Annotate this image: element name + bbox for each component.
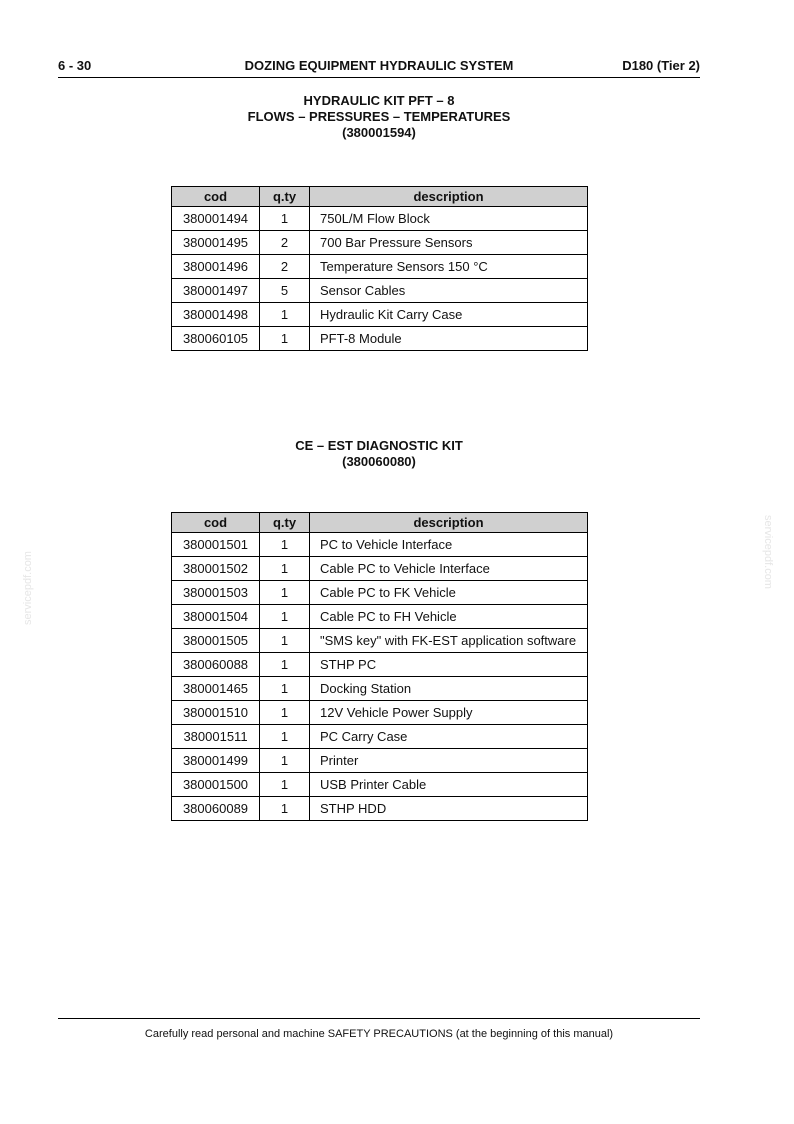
table-row bbox=[172, 327, 588, 351]
kit1-table bbox=[171, 186, 588, 351]
cod-cell: 380001498 bbox=[172, 303, 260, 327]
table-row bbox=[172, 749, 588, 773]
qty-cell: 1 bbox=[260, 581, 310, 605]
section-title: DOZING EQUIPMENT HYDRAULIC SYSTEM bbox=[244, 58, 514, 73]
description-cell: 750L/M Flow Block bbox=[310, 207, 588, 231]
qty-cell: 1 bbox=[260, 327, 310, 351]
description-cell: STHP HDD bbox=[310, 797, 588, 821]
kit2-title-line: (380060080) bbox=[342, 454, 416, 469]
description-cell: "SMS key" with FK-EST application software bbox=[310, 629, 588, 653]
description-cell: Temperature Sensors 150 °C bbox=[310, 255, 588, 279]
cod-cell: 380001496 bbox=[172, 255, 260, 279]
column-header-cod: cod bbox=[172, 187, 260, 207]
column-header-qty: q.ty bbox=[260, 513, 310, 533]
column-header-description: description bbox=[310, 513, 588, 533]
qty-cell: 1 bbox=[260, 797, 310, 821]
description-cell: PC Carry Case bbox=[310, 725, 588, 749]
page-header bbox=[58, 58, 700, 76]
cod-cell: 380060105 bbox=[172, 327, 260, 351]
footer-rule bbox=[58, 1018, 700, 1019]
cod-cell: 380001510 bbox=[172, 701, 260, 725]
watermark-left: servicepdf.com bbox=[22, 551, 34, 625]
description-cell: USB Printer Cable bbox=[310, 773, 588, 797]
cod-cell: 380001505 bbox=[172, 629, 260, 653]
qty-cell: 1 bbox=[260, 605, 310, 629]
table-row bbox=[172, 255, 588, 279]
table-row bbox=[172, 605, 588, 629]
description-cell: Cable PC to FH Vehicle bbox=[310, 605, 588, 629]
description-cell: Sensor Cables bbox=[310, 279, 588, 303]
kit1-title-line: FLOWS – PRESSURES – TEMPERATURES bbox=[247, 109, 511, 124]
table-row bbox=[172, 629, 588, 653]
table-row bbox=[172, 773, 588, 797]
footer-text: Carefully read personal and machine SAFETY PRECAUTIONS (at the beginning of this manual) bbox=[144, 1028, 614, 1040]
description-cell: PC to Vehicle Interface bbox=[310, 533, 588, 557]
model-label: D180 (Tier 2) bbox=[622, 58, 700, 73]
description-cell: 700 Bar Pressure Sensors bbox=[310, 231, 588, 255]
description-cell: Printer bbox=[310, 749, 588, 773]
kit1-title bbox=[58, 93, 700, 141]
description-cell: Docking Station bbox=[310, 677, 588, 701]
cod-cell: 380001495 bbox=[172, 231, 260, 255]
description-cell: Hydraulic Kit Carry Case bbox=[310, 303, 588, 327]
table-row bbox=[172, 207, 588, 231]
qty-cell: 1 bbox=[260, 677, 310, 701]
description-cell: PFT-8 Module bbox=[310, 327, 588, 351]
qty-cell: 1 bbox=[260, 303, 310, 327]
qty-cell: 1 bbox=[260, 207, 310, 231]
column-header-qty: q.ty bbox=[260, 187, 310, 207]
description-cell: Cable PC to Vehicle Interface bbox=[310, 557, 588, 581]
cod-cell: 380001499 bbox=[172, 749, 260, 773]
kit1-title-line: (380001594) bbox=[342, 125, 416, 140]
qty-cell: 1 bbox=[260, 701, 310, 725]
table-row bbox=[172, 797, 588, 821]
column-header-cod: cod bbox=[172, 513, 260, 533]
cod-cell: 380001465 bbox=[172, 677, 260, 701]
qty-cell: 1 bbox=[260, 629, 310, 653]
header-rule bbox=[58, 77, 700, 78]
table-header-row bbox=[172, 513, 588, 533]
table-row bbox=[172, 653, 588, 677]
qty-cell: 5 bbox=[260, 279, 310, 303]
page-number: 6 - 30 bbox=[58, 58, 92, 73]
cod-cell: 380060088 bbox=[172, 653, 260, 677]
qty-cell: 2 bbox=[260, 255, 310, 279]
cod-cell: 380001497 bbox=[172, 279, 260, 303]
watermark-right: servicepdf.com bbox=[762, 515, 774, 589]
qty-cell: 1 bbox=[260, 773, 310, 797]
table-row bbox=[172, 677, 588, 701]
table-row bbox=[172, 581, 588, 605]
kit2-title bbox=[58, 438, 700, 470]
cod-cell: 380001504 bbox=[172, 605, 260, 629]
description-cell: 12V Vehicle Power Supply bbox=[310, 701, 588, 725]
column-header-description: description bbox=[310, 187, 588, 207]
kit2-table bbox=[171, 512, 588, 821]
kit1-title-line: HYDRAULIC KIT PFT – 8 bbox=[303, 93, 455, 108]
table-header-row bbox=[172, 187, 588, 207]
kit2-title-line: CE – EST DIAGNOSTIC KIT bbox=[295, 438, 463, 453]
qty-cell: 1 bbox=[260, 749, 310, 773]
cod-cell: 380001511 bbox=[172, 725, 260, 749]
qty-cell: 1 bbox=[260, 557, 310, 581]
cod-cell: 380001502 bbox=[172, 557, 260, 581]
table-row bbox=[172, 701, 588, 725]
description-cell: STHP PC bbox=[310, 653, 588, 677]
table-row bbox=[172, 557, 588, 581]
qty-cell: 2 bbox=[260, 231, 310, 255]
table-row bbox=[172, 725, 588, 749]
qty-cell: 1 bbox=[260, 725, 310, 749]
qty-cell: 1 bbox=[260, 533, 310, 557]
cod-cell: 380001500 bbox=[172, 773, 260, 797]
table-row bbox=[172, 279, 588, 303]
cod-cell: 380001503 bbox=[172, 581, 260, 605]
cod-cell: 380001494 bbox=[172, 207, 260, 231]
cod-cell: 380060089 bbox=[172, 797, 260, 821]
table-row bbox=[172, 231, 588, 255]
table-row bbox=[172, 303, 588, 327]
table-row bbox=[172, 533, 588, 557]
qty-cell: 1 bbox=[260, 653, 310, 677]
cod-cell: 380001501 bbox=[172, 533, 260, 557]
description-cell: Cable PC to FK Vehicle bbox=[310, 581, 588, 605]
